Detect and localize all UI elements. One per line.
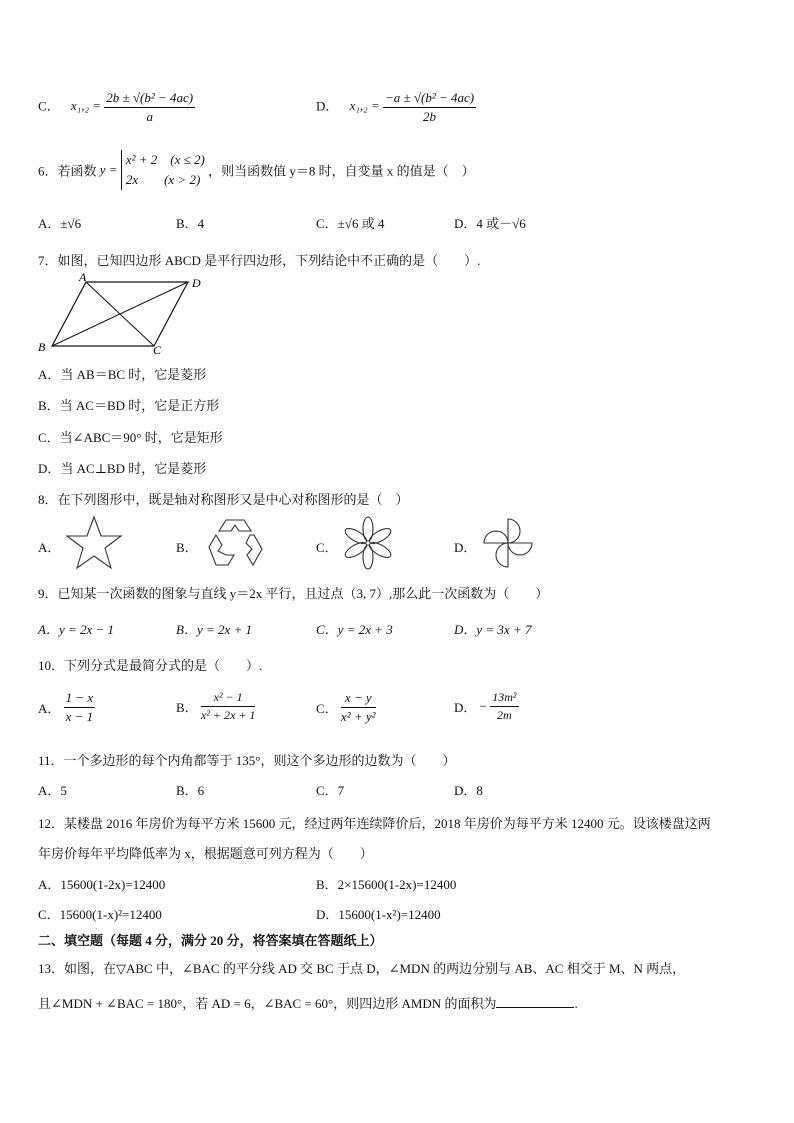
q12-option-c[interactable]: C．15600(1-x)²=12400 (38, 907, 162, 922)
q7-option-b[interactable]: B．当 AC＝BD 时，它是正方形 (38, 398, 220, 413)
q9-option-c[interactable]: C．y = 2x + 3 (316, 622, 393, 637)
parallelogram-figure (36, 272, 216, 358)
q6-stem: 6．若函数 y = x² + 2 (x ≤ 2) 2x (x > 2) ，则当函数值 y＝8 时，自变量 x 的值是（ ） (38, 150, 475, 190)
q13-stem-line2: 且∠MDN + ∠BAC = 180°，若 AD = 6，∠BAC = 60°，则四边形 AMDN 的面积为 . (38, 996, 578, 1011)
q8-option-c[interactable]: C． (316, 540, 338, 555)
q11-stem: 11．一个多边形的每个内角都等于 135°，则这个多边形的边数为（ ） (38, 753, 456, 768)
q8-option-b[interactable]: B． (176, 540, 198, 555)
q10-option-c[interactable]: C． $\frac{x - y}{\text{x² + y²}}$ (316, 690, 376, 724)
pinwheel-icon (480, 515, 536, 571)
q6-option-b[interactable]: B．4 (176, 216, 205, 231)
q12-stem-line1: 12．某楼盘 2016 年房价为每平方米 15600 元，经过两年连续降价后，2018 年房价为每平方米 12400 元。设该楼盘这两 (38, 816, 711, 831)
q9-option-d[interactable]: D．y = 3x + 7 (454, 622, 532, 637)
recycle-icon (206, 517, 264, 569)
q10-b-fraction: $\frac{\text{x² − 1}}{\text{x² + 2x + 1}}$ (200, 690, 256, 722)
q11-option-b[interactable]: B．6 (176, 783, 205, 798)
section-title: 二、填空题（每题 4 分，满分 20 分，将答案填在答题纸上） (38, 933, 383, 948)
q6-option-c[interactable]: C．±√6 或 4 (316, 216, 385, 231)
q8-option-d[interactable]: D． (454, 540, 477, 555)
star-icon (64, 515, 124, 571)
q9-option-a[interactable]: A．y = 2x − 1 (38, 622, 115, 637)
q9-option-b[interactable]: B．y = 2x + 1 (176, 622, 253, 637)
q6-option-d[interactable]: D．4 或－√6 (454, 216, 526, 231)
q13-answer-blank[interactable] (496, 995, 574, 1008)
q5-c-fraction: $\frac{\text{2b ± √(b² − 4ac)}}{a}$ (106, 90, 194, 124)
flower-icon (340, 515, 396, 571)
q12-option-b[interactable]: B．2×15600(1-2x)=12400 (316, 877, 457, 892)
q7-option-d[interactable]: D．当 AC⊥BD 时，它是菱形 (38, 461, 207, 476)
diagonal-bd (52, 282, 188, 346)
q10-stem: 10．下列分式是最简分式的是（ ）. (38, 658, 263, 673)
q12-stem-line2: 年房价每年平均降低率为 x，根据题意可列方程为（ ） (38, 846, 373, 861)
vertex-c-label: C (153, 343, 162, 357)
q10-option-b[interactable]: B． $\frac{\text{x² − 1}}{\text{x² + 2x + 1}}$ (176, 690, 256, 722)
q8-stem: 8．在下列图形中，既是轴对称图形又是中心对称图形的是（ ） (38, 492, 409, 507)
q9-stem: 9．已知某一次函数的图象与直线 y＝2x 平行，且过点（3, 7）,那么此一次函数为（ ） (38, 586, 549, 601)
vertex-a-label: A (79, 272, 87, 284)
q12-option-a[interactable]: A．15600(1-2x)=12400 (38, 877, 166, 892)
q6-option-a[interactable]: A．±√6 (38, 216, 82, 231)
q10-c-fraction: $\frac{x - y}{\text{x² + y²}}$ (340, 690, 376, 724)
q6-piecewise: x² + 2 (x ≤ 2) 2x (x > 2) (121, 150, 205, 190)
vertex-d-label: D (192, 276, 201, 290)
q5-option-d[interactable]: D． x₁,₂ = $\frac{\text{−a ± √(b² − 4ac)}}{2b}$ (316, 90, 475, 124)
q7-stem: 7．如图，已知四边形 ABCD 是平行四边形，下列结论中不正确的是（ ）. (38, 253, 481, 268)
q11-option-a[interactable]: A．5 (38, 783, 67, 798)
q7-option-a[interactable]: A．当 AB＝BC 时，它是菱形 (38, 367, 207, 382)
q10-option-d[interactable]: D． − $\frac{\text{13m²}}{2m}$ (454, 690, 517, 722)
q10-option-a[interactable]: A． $\frac{1 - x}{x - 1}$ (38, 690, 94, 724)
q10-a-fraction: $\frac{1 - x}{x - 1}$ (65, 690, 94, 724)
q11-option-c[interactable]: C．7 (316, 783, 345, 798)
q11-option-d[interactable]: D．8 (454, 783, 483, 798)
q13-stem-line1: 13．如图，在▽ABC 中，∠BAC 的平分线 AD 交 BC 于点 D，∠MDN 的两边分别与 AB、AC 相交于 M、N 两点， (38, 961, 686, 976)
q5-d-fraction: $\frac{\text{−a ± √(b² − 4ac)}}{2b}$ (384, 90, 475, 124)
q8-option-a[interactable]: A． (38, 540, 61, 555)
q5-option-c[interactable]: C． x₁,₂ = $\frac{\text{2b ± √(b² − 4ac)}}{a}$ (38, 90, 194, 124)
vertex-b-label: B (38, 340, 46, 354)
q7-option-c[interactable]: C．当∠ABC＝90° 时，它是矩形 (38, 430, 223, 445)
q10-d-fraction: $\frac{\text{13m²}}{2m}$ (492, 690, 517, 722)
q12-option-d[interactable]: D．15600(1-x²)=12400 (316, 907, 441, 922)
